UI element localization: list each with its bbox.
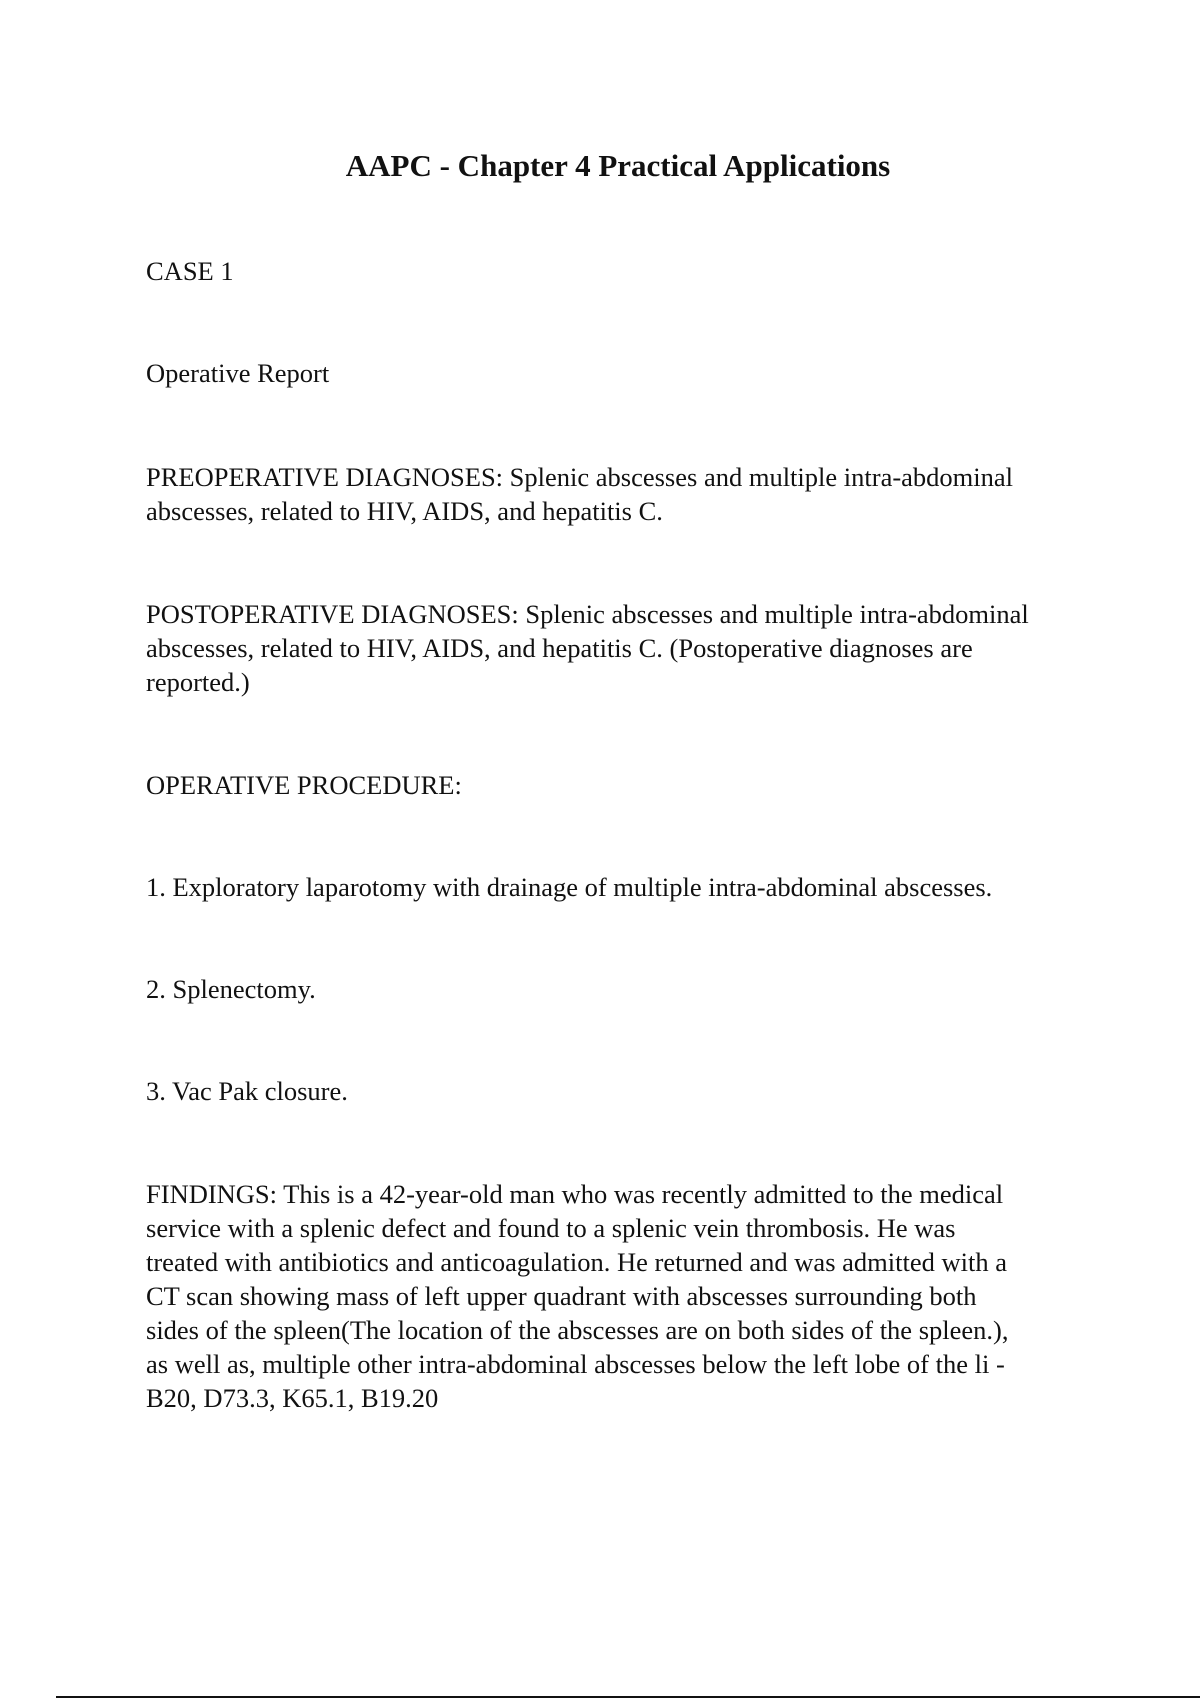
procedure-item: 3. Vac Pak closure. <box>146 1076 348 1106</box>
postoperative-diagnoses <box>146 597 1106 699</box>
findings-line: FINDINGS: This is a 42-year-old man who was recently admitted to the medical <box>146 1179 1004 1209</box>
postoperative-line: abscesses, related to HIV, AIDS, and hepatitis C. (Postoperative diagnoses are <box>146 633 973 663</box>
preoperative-line: PREOPERATIVE DIAGNOSES: Splenic abscesses and multiple intra-abdominal <box>146 462 1014 492</box>
footer-divider <box>56 1696 1200 1698</box>
findings-paragraph <box>146 1177 1106 1415</box>
findings-line: sides of the spleen(The location of the abscesses are on both sides of the spleen.), <box>146 1315 1009 1345</box>
postoperative-line: POSTOPERATIVE DIAGNOSES: Splenic abscesses and multiple intra-abdominal <box>146 599 1029 629</box>
postoperative-line: reported.) <box>146 667 250 697</box>
findings-line: service with a splenic defect and found to a splenic vein thrombosis. He was <box>146 1213 956 1243</box>
report-label: Operative Report <box>146 358 330 388</box>
procedure-item: 2. Splenectomy. <box>146 974 316 1004</box>
findings-line: treated with antibiotics and anticoagulation. He returned and was admitted with a <box>146 1247 1007 1277</box>
preoperative-line: abscesses, related to HIV, AIDS, and hepatitis C. <box>146 496 663 526</box>
document-title: AAPC - Chapter 4 Practical Applications <box>345 148 891 183</box>
findings-line: B20, D73.3, K65.1, B19.20 <box>146 1383 439 1413</box>
case-label: CASE 1 <box>146 256 234 286</box>
procedure-item: 1. Exploratory laparotomy with drainage of multiple intra-abdominal abscesses. <box>146 872 993 902</box>
findings-line: CT scan showing mass of left upper quadrant with abscesses surrounding both <box>146 1281 977 1311</box>
findings-line: as well as, multiple other intra-abdominal abscesses below the left lobe of the li - <box>146 1349 1005 1379</box>
preoperative-diagnoses <box>146 460 1106 528</box>
operative-procedure-heading: OPERATIVE PROCEDURE: <box>146 770 462 800</box>
